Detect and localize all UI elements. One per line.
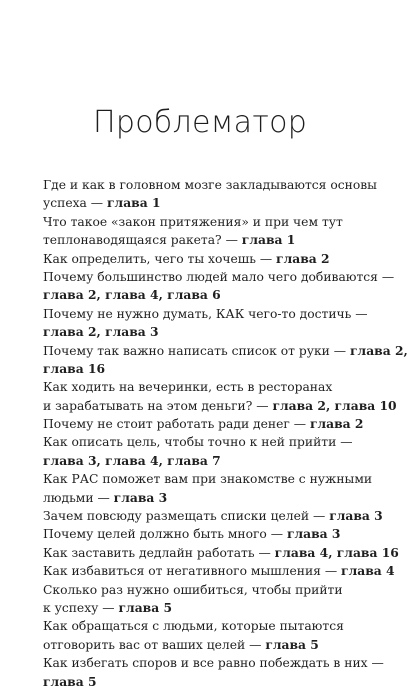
toc-line: Как избавиться от негативного мышления — глава 4 — [43, 563, 395, 579]
entry-text: Где и как в головном мозге закладываются основы — [43, 178, 377, 192]
toc-line — [43, 323, 383, 341]
entry-text: Зачем повсюду размещать списки целей — [43, 509, 310, 524]
chapter-ref: глава 3 — [113, 489, 168, 505]
chapter-ref: глава 5 — [43, 673, 97, 689]
chapter-ref: глава 4, глава 16 — [274, 544, 399, 560]
entry-text: Почему так важно написать список от руки — [43, 343, 330, 358]
toc-line — [43, 286, 383, 304]
chapter-ref: глава 1 — [107, 195, 161, 211]
toc-line — [43, 378, 383, 396]
entry-text: теплонаводящаяся ракета? — [43, 233, 222, 248]
chapter-ref: глава 3 — [286, 526, 341, 542]
entry-text: Как описать цель, чтобы точно к ней прийти — [43, 435, 337, 450]
chapter-ref: глава 2 — [276, 250, 330, 266]
toc-line: Как определить, чего ты хочешь — глава 2 — [43, 250, 330, 266]
chapter-ref: глава 3, глава 4, глава 7 — [43, 452, 221, 468]
chapter-ref: глава 2 — [309, 416, 364, 432]
toc-line — [43, 452, 383, 470]
entry-text: Как РАС поможет вам при знакомстве с нужными — [43, 472, 373, 487]
entry-text: к успеху — [43, 600, 99, 615]
toc-line: Как избегать споров и все равно побеждать в них — — [43, 656, 384, 671]
toc-line: Как заставить дедлайн работать — глава 4, глава 16 — [43, 544, 399, 560]
toc-line: отговорить вас от ваших целей — глава 5 — [43, 636, 319, 652]
toc-line — [43, 213, 383, 231]
toc-line: Зачем повсюду размещать списки целей — глава 3 — [43, 508, 383, 524]
toc-line: людьми — глава 3 — [43, 489, 168, 505]
chapter-ref: глава 2, глава 3 — [43, 324, 159, 340]
toc-line: успеха — глава 1 — [43, 195, 161, 211]
problem-index — [43, 176, 408, 691]
chapter-ref: глава 1 — [241, 232, 296, 248]
toc-line — [43, 176, 383, 194]
entry-text: Сколько раз нужно ошибиться, чтобы прийти — [43, 582, 343, 597]
chapter-ref: глава 4 — [341, 563, 395, 579]
page-title: Проблематор — [93, 105, 308, 140]
entry-text: Как избегать споров и все равно побеждать в них — [43, 656, 368, 671]
entry-text: Что такое «закон притяжения» и при чем тут — [43, 214, 343, 229]
toc-line — [43, 360, 383, 378]
toc-line — [43, 470, 383, 488]
toc-line — [43, 581, 383, 599]
toc-line: теплонаводящаяся ракета? — глава 1 — [43, 232, 296, 248]
toc-line: Почему не нужно думать, КАК чего-то достичь — — [43, 306, 368, 321]
chapter-ref: глава 5 — [118, 599, 173, 615]
entry-text: и зарабатывать на этом деньги? — [43, 398, 253, 413]
toc-line: Почему большинство людей мало чего добиваются — — [43, 269, 395, 284]
chapter-ref: глава 5 — [265, 636, 319, 652]
entry-text: Почему большинство людей мало чего добиваются — [43, 269, 378, 284]
entry-text: Как заставить дедлайн работать — [43, 545, 255, 560]
entry-text: людьми — [43, 490, 94, 505]
toc-line: и зарабатывать на этом деньги? — глава 2, глава 10 — [43, 397, 397, 413]
entry-text: Как избавиться от негативного мышления — [43, 564, 321, 579]
chapter-ref: глава 3 — [329, 508, 383, 524]
entry-text: отговорить вас от ваших целей — [43, 637, 246, 652]
chapter-ref: глава 16 — [43, 360, 106, 376]
toc-line: Как описать цель, чтобы точно к ней прийти — — [43, 435, 353, 450]
entry-text: успеха — [43, 196, 87, 211]
entry-text: Почему целей должно быть много — [43, 527, 267, 542]
toc-line: Почему не стоит работать ради денег — глава 2 — [43, 416, 364, 432]
toc-line: Почему целей должно быть много — глава 3 — [43, 526, 341, 542]
toc-line: Почему так важно написать список от руки — глава 2, — [43, 342, 408, 358]
entry-text: Как определить, чего ты хочешь — [43, 251, 256, 266]
entry-text: Почему не нужно думать, КАК чего-то достичь — [43, 306, 352, 321]
chapter-ref: глава 2, глава 10 — [272, 397, 397, 413]
entry-text: Почему не стоит работать ради денег — [43, 417, 290, 432]
chapter-ref: глава 2, глава 4, глава 6 — [43, 287, 221, 303]
toc-line — [43, 617, 383, 635]
toc-line — [43, 673, 383, 691]
entry-text: Как обращаться с людьми, которые пытаются — [43, 619, 344, 634]
toc-line: к успеху — глава 5 — [43, 599, 173, 615]
entry-text: Как ходить на вечеринки, есть в ресторанах — [43, 380, 333, 395]
